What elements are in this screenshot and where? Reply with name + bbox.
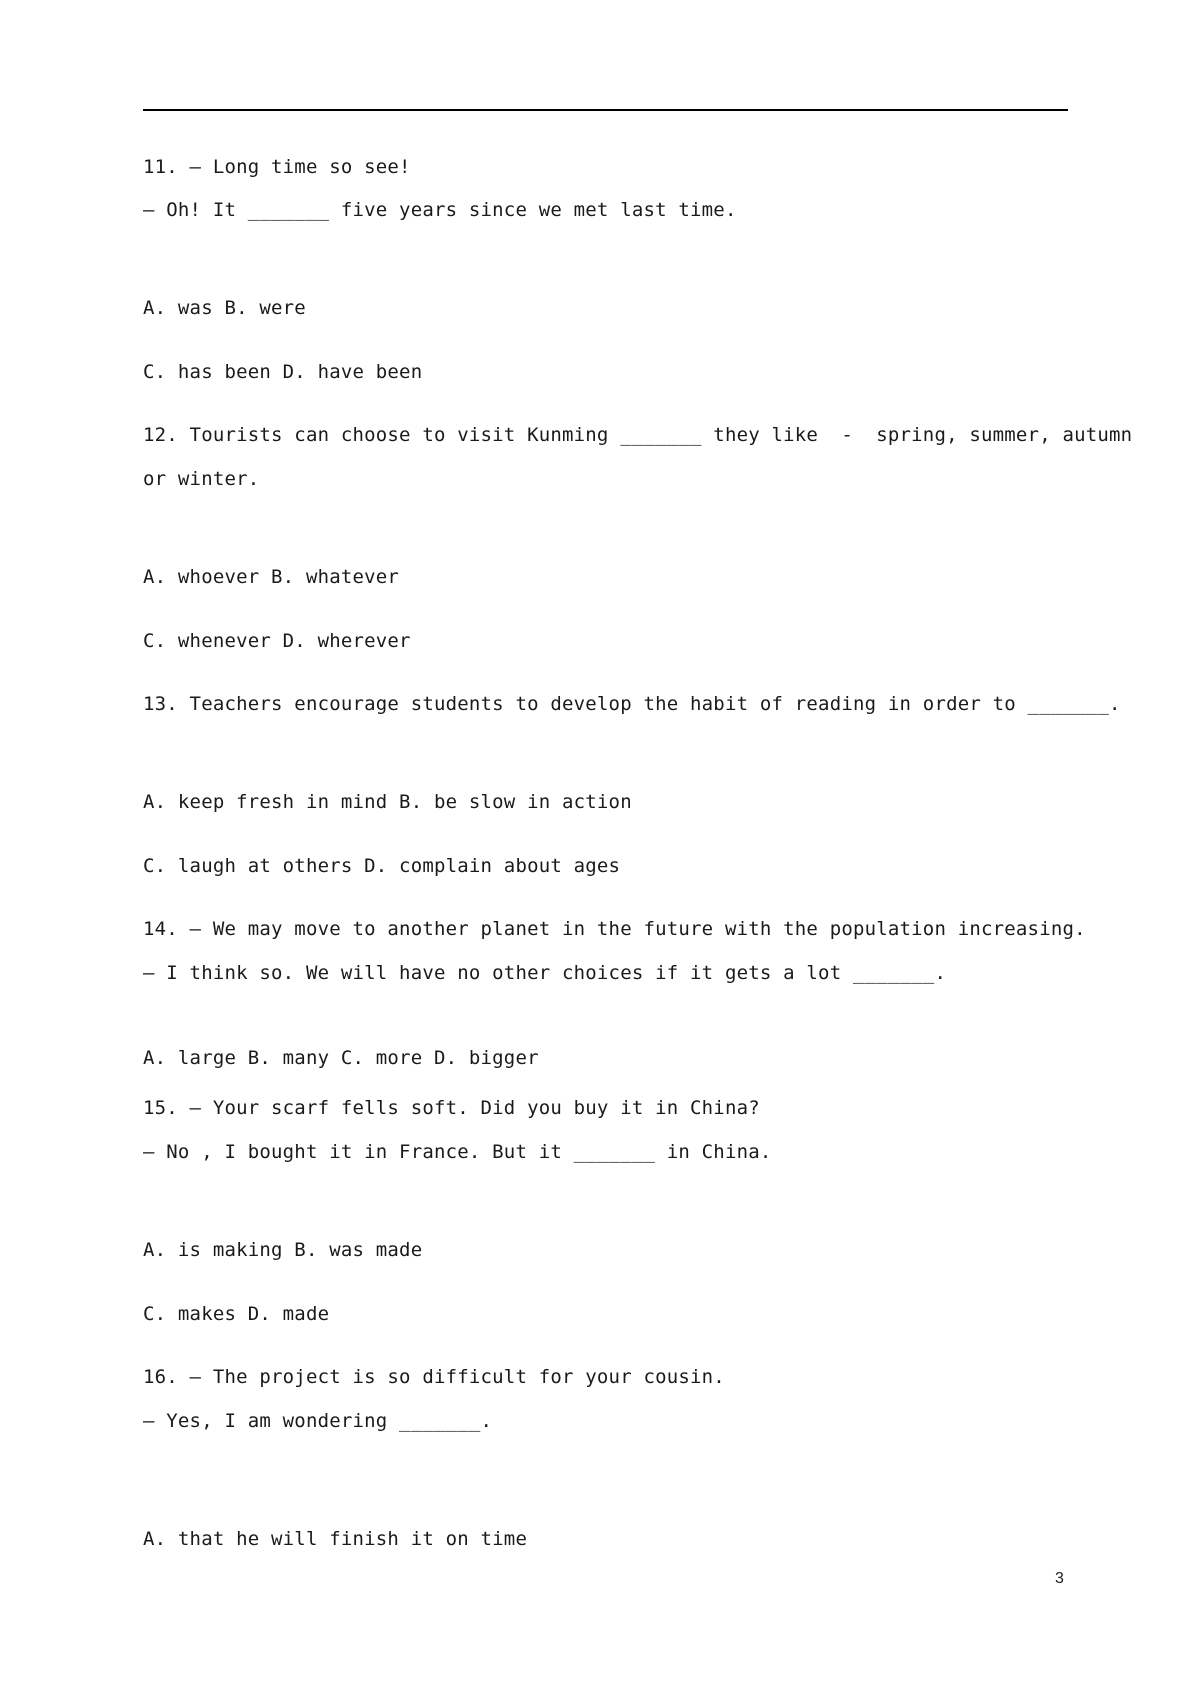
question-14-response: — I think so. We will have no other choices if it gets a lot _______. xyxy=(143,962,947,984)
question-16-response: — Yes, I am wondering _______. xyxy=(143,1410,493,1432)
question-13-options-cd: C. laugh at others D. complain about ages xyxy=(143,855,621,877)
question-11-options-ab: A. was B. were xyxy=(143,297,306,319)
question-15-options-cd: C. makes D. made xyxy=(143,1303,330,1325)
question-14-options: A. large B. many C. more D. bigger xyxy=(143,1047,539,1069)
question-12-stem: 12. Tourists can choose to visit Kunming _______ they like - spring, summer, autumn xyxy=(143,424,1133,446)
question-12-options-ab: A. whoever B. whatever xyxy=(143,566,400,588)
question-15-response: — No , I bought it in France. But it _______ in China. xyxy=(143,1141,772,1163)
page-number: 3 xyxy=(1055,1570,1064,1587)
header-rule xyxy=(143,109,1068,111)
question-16-prompt: 16. — The project is so difficult for your cousin. xyxy=(143,1366,725,1388)
question-12-stem-continued: or winter. xyxy=(143,468,260,490)
question-11-options-cd: C. has been D. have been xyxy=(143,361,423,383)
question-15-options-ab: A. is making B. was made xyxy=(143,1239,423,1261)
question-11-response: — Oh! It _______ five years since we met last time. xyxy=(143,199,737,221)
question-13-stem: 13. Teachers encourage students to develop the habit of reading in order to _______. xyxy=(143,693,1121,715)
question-13-options-ab: A. keep fresh in mind B. be slow in action xyxy=(143,791,632,813)
question-15-prompt: 15. — Your scarf fells soft. Did you buy it in China? xyxy=(143,1097,760,1119)
question-11-prompt: 11. — Long time so see! xyxy=(143,156,411,178)
question-14-prompt: 14. — We may move to another planet in the future with the population increasing. xyxy=(143,918,1086,940)
question-16-option-a: A. that he will finish it on time xyxy=(143,1528,528,1550)
question-12-options-cd: C. whenever D. wherever xyxy=(143,630,411,652)
